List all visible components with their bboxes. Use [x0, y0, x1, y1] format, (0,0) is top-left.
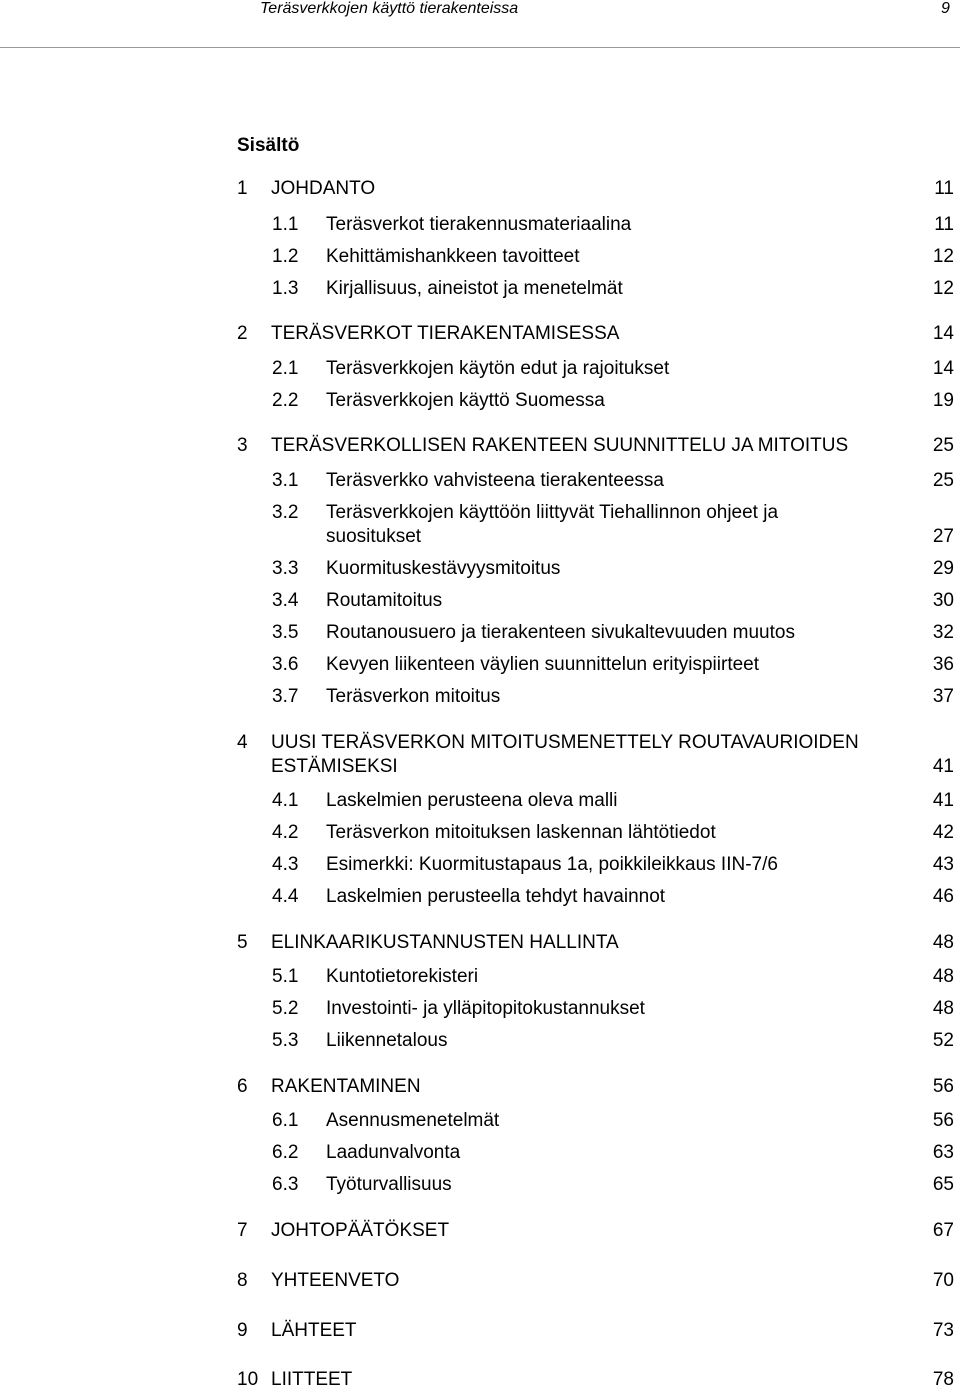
toc-section-entry[interactable]	[272, 885, 954, 909]
toc-entry-number: 3.6	[272, 654, 299, 675]
toc-entry-page-number: 11	[934, 214, 954, 235]
toc-entry-page-number: 48	[932, 998, 954, 1019]
toc-section-entry[interactable]	[272, 853, 954, 877]
toc-chapter-entry[interactable]	[237, 1219, 954, 1243]
toc-entry-title: Kevyen liikenteen väylien suunnittelun erityispiirteet	[326, 654, 760, 675]
toc-chapter-entry[interactable]	[237, 1269, 954, 1293]
toc-entry-number: 5.1	[272, 966, 299, 987]
toc-entry-page-number: 56	[932, 1076, 954, 1097]
toc-entry-page-number: 32	[932, 622, 954, 643]
toc-section-entry[interactable]	[272, 389, 954, 413]
running-header-page-number: 9	[941, 0, 950, 17]
toc-entry-title: Teräsverkon mitoituksen laskennan lähtötiedot	[326, 822, 716, 843]
toc-section-entry[interactable]	[272, 1029, 954, 1053]
toc-chapter-entry[interactable]	[237, 1075, 954, 1099]
toc-entry-number: 3.2	[272, 502, 299, 523]
toc-entry-number: 8	[237, 1270, 248, 1291]
toc-entry-page-number: 30	[932, 590, 954, 611]
toc-entry-page-number: 56	[932, 1110, 954, 1131]
toc-entry-number: 4.3	[272, 854, 299, 875]
toc-entry-title-continuation: suositukset	[326, 526, 422, 547]
toc-entry-number: 3	[237, 435, 248, 456]
toc-entry-page-number: 14	[932, 358, 954, 379]
toc-section-entry[interactable]	[272, 357, 954, 381]
toc-entry-page-number: 46	[932, 886, 954, 907]
toc-entry-title: Routamitoitus	[326, 590, 443, 611]
toc-entry-title: Kuormituskestävyysmitoitus	[326, 558, 561, 579]
toc-entry-page-number: 14	[932, 323, 954, 344]
toc-entry-number: 10	[237, 1369, 259, 1390]
toc-entry-title-continuation: ESTÄMISEKSI	[271, 756, 398, 777]
toc-entry-page-number: 27	[932, 526, 954, 547]
toc-entry-title: YHTEENVETO	[271, 1270, 400, 1291]
toc-entry-number: 1	[237, 178, 248, 199]
toc-section-entry[interactable]	[272, 1141, 954, 1165]
toc-entry-title: Teräsverkko vahvisteena tierakenteessa	[326, 470, 664, 491]
toc-entry-number: 5	[237, 932, 248, 953]
toc-entry-number: 2.1	[272, 358, 299, 379]
toc-entry-title: Routanousuero ja tierakenteen sivukaltevuuden muutos	[326, 622, 795, 643]
toc-entry-title: TERÄSVERKOLLISEN RAKENTEEN SUUNNITTELU JA MITOITUS	[271, 435, 849, 456]
toc-section-entry[interactable]	[272, 789, 954, 813]
toc-entry-title: Teräsverkon mitoitus	[326, 686, 501, 707]
toc-entry-page-number: 52	[932, 1030, 954, 1051]
toc-entry-page-number: 48	[932, 932, 954, 953]
toc-entry-page-number: 70	[932, 1270, 954, 1291]
toc-entry-number: 1.1	[272, 214, 299, 235]
toc-entry-page-number: 12	[932, 246, 954, 267]
toc-entry-number: 4.4	[272, 886, 299, 907]
toc-chapter-entry[interactable]	[237, 1368, 954, 1392]
toc-entry-number: 1.3	[272, 278, 299, 299]
toc-entry-title: Investointi- ja ylläpitopitokustannukset	[326, 998, 645, 1019]
running-header-title: Teräsverkkojen käyttö tierakenteissa	[260, 0, 519, 17]
toc-section-entry[interactable]	[272, 501, 954, 549]
toc-entry-title: Liikennetalous	[326, 1030, 448, 1051]
toc-entry-number: 6.3	[272, 1174, 299, 1195]
toc-entry-number: 3.5	[272, 622, 299, 643]
toc-heading: Sisältö	[237, 135, 300, 156]
toc-entry-number: 5.2	[272, 998, 299, 1019]
toc-entry-page-number: 12	[932, 278, 954, 299]
toc-section-entry[interactable]	[272, 469, 954, 493]
toc-entry-page-number: 65	[932, 1174, 954, 1195]
toc-entry-page-number: 42	[932, 822, 954, 843]
toc-entry-page-number: 25	[932, 470, 954, 491]
toc-entry-title: RAKENTAMINEN	[271, 1076, 421, 1097]
toc-chapter-entry[interactable]	[237, 931, 954, 955]
toc-section-entry[interactable]	[272, 653, 954, 677]
toc-section-entry[interactable]	[272, 965, 954, 989]
toc-entry-page-number: 48	[932, 966, 954, 987]
toc-entry-number: 3.1	[272, 470, 299, 491]
toc-entry-number: 4.1	[272, 790, 299, 811]
toc-entry-page-number: 19	[932, 390, 954, 411]
toc-section-entry[interactable]	[272, 245, 954, 269]
toc-entry-page-number: 25	[932, 435, 954, 456]
toc-entry-title: Asennusmenetelmät	[326, 1110, 500, 1131]
toc-entry-number: 3.4	[272, 590, 299, 611]
toc-chapter-entry[interactable]	[237, 177, 954, 201]
toc-section-entry[interactable]	[272, 685, 954, 709]
toc-entry-number: 4.2	[272, 822, 299, 843]
toc-section-entry[interactable]	[272, 557, 954, 581]
toc-entry-page-number: 29	[932, 558, 954, 579]
toc-entry-number: 9	[237, 1320, 248, 1341]
toc-entry-page-number: 67	[932, 1220, 954, 1241]
toc-chapter-entry[interactable]	[237, 434, 954, 458]
toc-chapter-entry[interactable]	[237, 1319, 954, 1343]
toc-entry-number: 6	[237, 1076, 248, 1097]
toc-entry-title: JOHDANTO	[271, 178, 376, 199]
toc-entry-page-number: 11	[934, 178, 954, 199]
toc-section-entry[interactable]	[272, 621, 954, 645]
toc-entry-title: Kehittämishankkeen tavoitteet	[326, 246, 580, 267]
toc-entry-page-number: 41	[932, 790, 954, 811]
toc-chapter-entry[interactable]	[237, 731, 954, 779]
toc-entry-title: JOHTOPÄÄTÖKSET	[271, 1220, 450, 1241]
toc-section-entry[interactable]	[272, 213, 954, 237]
toc-entry-page-number: 63	[932, 1142, 954, 1163]
toc-entry-number: 7	[237, 1220, 248, 1241]
toc-entry-number: 4	[237, 732, 248, 753]
toc-entry-page-number: 37	[932, 686, 954, 707]
toc-entry-number: 3.7	[272, 686, 299, 707]
toc-entry-number: 1.2	[272, 246, 299, 267]
toc-section-entry[interactable]	[272, 1109, 954, 1133]
toc-section-entry[interactable]	[272, 277, 954, 301]
toc-entry-title: UUSI TERÄSVERKON MITOITUSMENETTELY ROUTAVAURIOIDEN	[271, 732, 859, 753]
toc-entry-title: Teräsverkot tierakennusmateriaalina	[326, 214, 632, 235]
toc-section-entry[interactable]	[272, 821, 954, 845]
toc-entry-page-number: 36	[932, 654, 954, 675]
toc-entry-title: Teräsverkkojen käytön edut ja rajoitukset	[326, 358, 670, 379]
toc-entry-number: 2.2	[272, 390, 299, 411]
toc-entry-page-number: 78	[932, 1369, 954, 1390]
toc-entry-title: ELINKAARIKUSTANNUSTEN HALLINTA	[271, 932, 619, 953]
toc-entry-number: 5.3	[272, 1030, 299, 1051]
toc-entry-page-number: 73	[932, 1320, 954, 1341]
toc-entry-title: Kuntotietorekisteri	[326, 966, 479, 987]
toc-entry-number: 6.2	[272, 1142, 299, 1163]
toc-chapter-entry[interactable]	[237, 322, 954, 346]
toc-entry-title: Laskelmien perusteella tehdyt havainnot	[326, 886, 666, 907]
toc-entry-title: Kirjallisuus, aineistot ja menetelmät	[326, 278, 623, 299]
toc-entry-number: 2	[237, 323, 248, 344]
toc-entry-title: Laadunvalvonta	[326, 1142, 461, 1163]
toc-entry-page-number: 43	[932, 854, 954, 875]
toc-entry-title: Teräsverkkojen käyttö Suomessa	[326, 390, 605, 411]
toc-entry-title: Teräsverkkojen käyttöön liittyvät Tiehallinnon ohjeet ja	[326, 502, 779, 523]
toc-entry-title: LÄHTEET	[271, 1320, 357, 1341]
toc-entry-title: Esimerkki: Kuormitustapaus 1a, poikkileikkaus IIN-7/6	[326, 854, 778, 875]
toc-entry-title: TERÄSVERKOT TIERAKENTAMISESSA	[271, 323, 620, 344]
toc-section-entry[interactable]	[272, 1173, 954, 1197]
toc-section-entry[interactable]	[272, 589, 954, 613]
toc-entry-number: 6.1	[272, 1110, 299, 1131]
toc-entry-page-number: 41	[932, 756, 954, 777]
toc-entry-title: Työturvallisuus	[326, 1174, 452, 1195]
toc-entry-title: Laskelmien perusteena oleva malli	[326, 790, 618, 811]
toc-entry-number: 3.3	[272, 558, 299, 579]
toc-section-entry[interactable]	[272, 997, 954, 1021]
toc-entry-title: LIITTEET	[271, 1369, 353, 1390]
